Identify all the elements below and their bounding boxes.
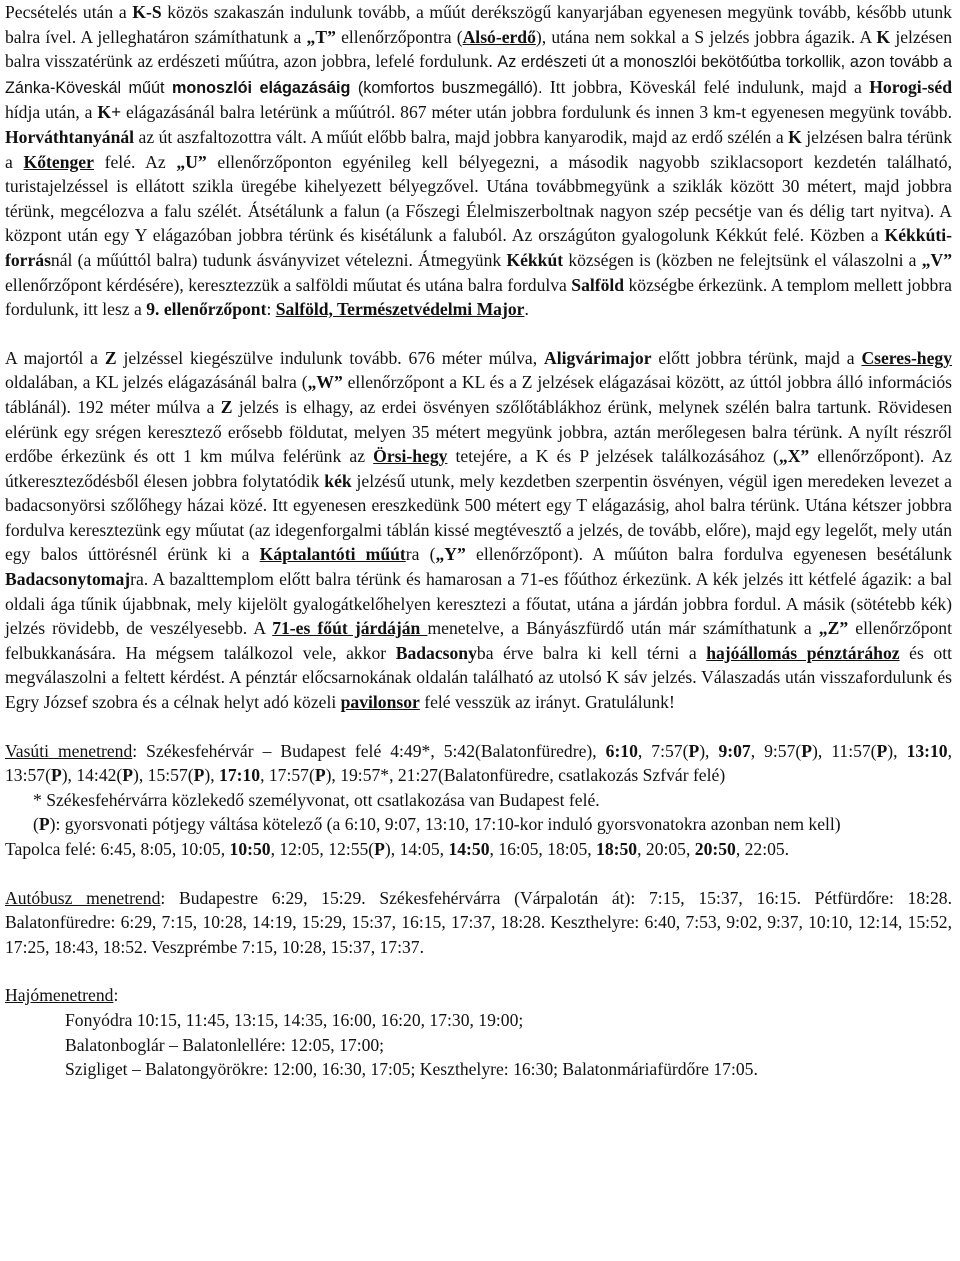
ship-line-fonyod: Fonyódra 10:15, 11:45, 13:15, 14:35, 16:00, 16:20, 17:30, 19:00; xyxy=(65,1009,524,1030)
spacer xyxy=(5,322,952,346)
spacer xyxy=(5,959,952,983)
ship-line-boglar: Balatonboglár – Balatonlellére: 12:05, 17:00; xyxy=(65,1034,385,1055)
bus-timetable: Autóbusz menetrend: Budapestre 6:29, 15:29. Székesfehérvárra (Várpalotán át): 7:15, 15:37, 16:15. Pétfürdőre: 18:28. Balatonfüredre: 6:29, 7:15, 10:28, 14:19, 15:29, 15:37, 16:15, 17:37, 18:28. Keszthelyre: 6:40, 7:53, 9:02, 9:37, 10:10, 12:14, 15:52, 17:25, 18:43, 18:52. Veszprémbe 7:15, 10:28, 15:37, 17:37. xyxy=(5,887,952,957)
route-paragraph-2: A majortól a Z jelzéssel kiegészülve indulunk tovább. 676 méter múlva, Aligvárimajor előtt jobbra térünk, majd a Cseres-hegy oldalában, a KL jelzés elágazásánál balra („W” ellenőrzőpont a KL és a Z jelzések elágazásai között, az úttól jobbra álló információs táblánál). 192 méter múlva a Z jelzés is elhagy, az erdei ösvényen szőlőtáblákhoz érünk, melynek szélén balra tartunk. Rövidesen elérünk egy srégen keresztező erősebb földutat, melyen 35 métert megyünk jobbra, aztán merőlegesen balra térünk. A nyílt részről erdőbe érkezünk és ott 1 km múlva felérünk az Örsi-hegy tetejére, a K és P jelzések találkozásához („X” ellenőrzőpont). Az útkereszteződésből élesen jobbra folytatódik kék jelzésű utunk, mely kezdetben szerpentin ösvényen, végül igen meredeken levezet a badacsonyörsi szőlőhegy házai közé. Itt egyenesen ereszkedünk 500 métert egy T elágazásig, ahol balra térünk. Utána kétszer jobbra fordulva keresztezünk egy műutat (az idegenforgalmi táblán kissé megtévesztő a jelzés, de tovább, előre), majd egy legelőt, mely után egy balos úttörésnél érünk ki a Káptalantóti műútra („Y” ellenőrzőpont). A műúton balra fordulva egyenesen besétálunk Badacsonytomajra. A bazalttemplom előtt balra térünk és hamarosan a 71-es főúthoz érkezünk. A kék jelzés itt kétfelé ágazik: a bal oldali ága tűnik újabbnak, mely kijelölt gyalogátkelőhelyen keresztezi a főutat, utána a járdán jobbra fordul. A másik (sötétebb kék) jelzés rövidebb, de veszélyesebb. A 71-es főút járdáján menetelve, a Bányászfürdő után már számíthatunk a „Z” ellenőrzőpont felbukkanására. Ha mégsem találkozol vele, akkor Badacsonyba érve balra ki kell térni a hajóállomás pénztárához és ott megválaszolni a feltett kérdést. A pénztár előcsarnokának oldalán található az utolsó K sáv jelzés. Válaszadás után visszafordulunk és Egry József szobra és a célnak helyt adó közeli pavilonsor felé vesszük az irányt. Gratulálunk! xyxy=(5,347,952,713)
train-note-p: (P): gyorsvonati pótjegy váltása kötelező (a 6:10, 9:07, 13:10, 17:10-kor induló gyorsvonatokra azonban nem kell) xyxy=(33,814,841,835)
train-note-star: * Székesfehérvárra közlekedő személyvonat, ott csatlakozása van Budapest felé. xyxy=(33,789,600,810)
route-paragraph-1: Pecsételés után a K-S közös szakaszán indulunk tovább, a műút derékszögű kanyarjában egyenesen megyünk tovább, később utunk balra ível. A jelleghatáron számíthatunk a „T” ellenőrzőpontra (Alsó-erdő), utána nem sokkal a S jelzés jobbra ágazik. A K jelzésen balra visszatérünk az erdészeti műútra, azon jobbra, lefelé fordulunk. Az erdészeti út a monoszlói bekötőútba torkollik, azon tovább a Zánka-Köveskál műút monoszlói elágazásáig (komfortos buszmegálló). Itt jobbra, Köveskál felé indulunk, majd a Horogi-séd hídja után, a K+ elágazásánál balra letérünk a műútról. 867 méter után jobbra fordulunk és innen 3 km-t egyenesen megyünk tovább. Horváthtanyánál az út aszfaltozottra vált. A műút előbb balra, majd jobbra kanyarodik, majd az erdő szélén a K jelzésen balra térünk a Kőtenger felé. Az „U” ellenőrzőponton egyénileg kell bélyegezni, a második nagyobb sziklacsoport kezdetén található, turistajelzéssel is ellátott szikla üregébe kihelyezett bélyegzővel. Utána továbbmegyünk a sziklák között 30 métert, majd jobbra térünk, megcélozva a falu szélét. Átsétálunk a falun (a Főszegi Élelmiszerboltnak nagyon szép pecsétje van és délig tart nyitva). A központ után egy Y elágazóban jobbra térünk és kisétálunk a faluból. Az országúton gyalogolunk Kékkút felé. Közben a Kékkúti-forrásnál (a műúttól balra) tudunk ásványvizet vételezni. Átmegyünk Kékkút községen is (közben ne felejtsünk el válaszolni a „V” ellenőrzőpont kérdésére), keresztezzük a salföldi műutat és utána balra fordulva Salföld községbe érkezünk. A templom mellett jobbra fordulunk, itt lesz a 9. ellenőrzőpont: Salföld, Természetvédelmi Major. xyxy=(5,2,952,320)
spacer xyxy=(5,715,952,739)
train-timetable: Vasúti menetrend: Székesfehérvár – Budapest felé 4:49*, 5:42(Balatonfüredre), 6:10, 7:57(P), 9:07, 9:57(P), 11:57(P), 13:10, 13:57(P), 14:42(P), 15:57(P), 17:10, 17:57(P), 19:57*, 21:27(Balatonfüredre, csatlakozás Szfvár felé) xyxy=(5,740,953,786)
ship-line-szigliget: Szigliget – Balatongyörökre: 12:00, 16:30, 17:05; Keszthelyre: 16:30; Balatonmáriafürdőre 17:05. xyxy=(65,1059,758,1080)
spacer xyxy=(5,862,952,886)
ship-title: Hajómenetrend: xyxy=(5,985,119,1006)
train-tapolca: Tapolca felé: 6:45, 8:05, 10:05, 10:50, 12:05, 12:55(P), 14:05, 14:50, 16:05, 18:05, 18:50, 20:05, 20:50, 22:05. xyxy=(5,839,790,859)
